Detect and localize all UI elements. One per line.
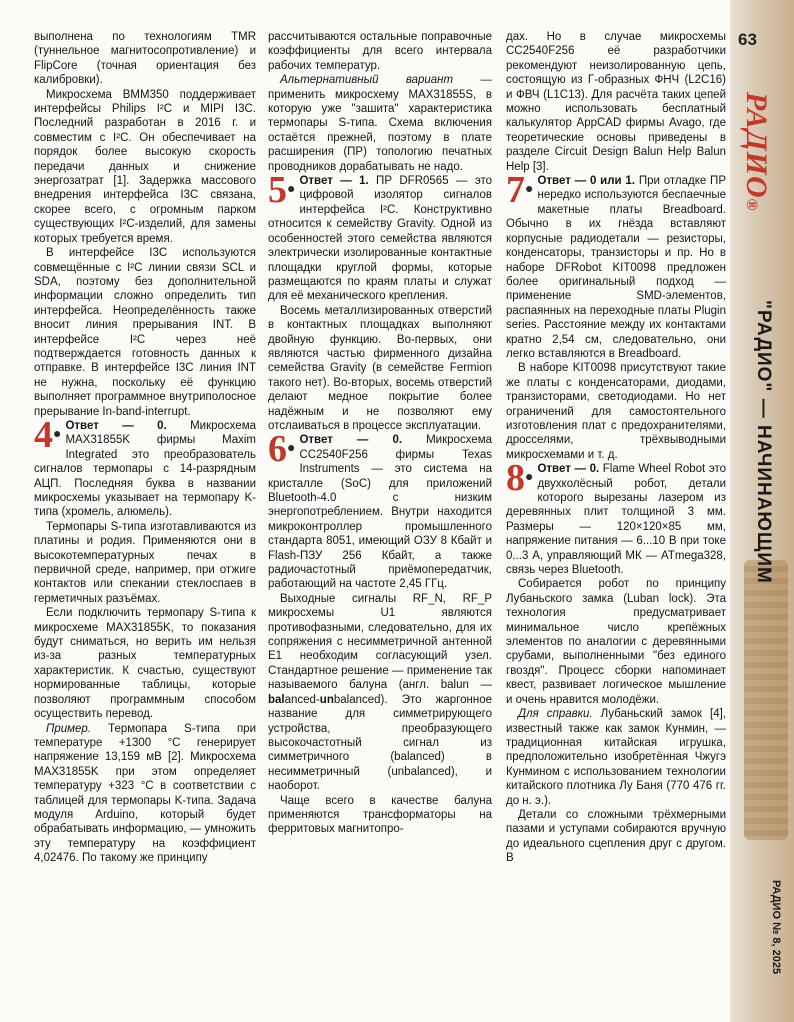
paragraph: Детали со сложными трёхмерными пазами и уступами собираются вручную до идеального сцепления друг с другом. В bbox=[506, 808, 726, 865]
paragraph bbox=[506, 707, 726, 808]
paragraph: Собирается робот по принципу Лубаньского замка (Luban lock). Эта технология предусматривает минимальное число крепёжных элементов по аналогии с деревянными срубами, выполненными "без единого гвоздя". Процесс сборки напоминает квест, развивает логическое мышление и очень нравится молодёжи. bbox=[506, 578, 726, 706]
paragraph: выполнена по технологиям TMR (туннельное магнитосопротивление) и FlipCore (точная ориентация без калибровки). bbox=[34, 31, 256, 87]
paragraph bbox=[268, 73, 492, 174]
answer-label: Ответ — 1. bbox=[299, 175, 369, 188]
answer-number: 5● bbox=[268, 169, 296, 212]
paragraph: Микросхема BMM350 поддерживает интерфейсы Philips I²C и MIPI I3C. Последний разработан в 2016 г. и совместим с I²C. Он обеспечивает на порядок более высокую скорость передачи данных и снижение энергозатрат [1]. Задержка массового внедрения интерфейса I3C связана, скорее всего, с огромным парком существующих I²C-изделий, для замены которых требуется время. bbox=[34, 88, 256, 245]
paragraph: Чаще всего в качестве балуна применяются трансформаторы на ферритовых магнитопро- bbox=[268, 794, 492, 836]
answer-block-8 bbox=[506, 457, 726, 577]
answer-block-4 bbox=[34, 413, 257, 520]
answer-number: 4● bbox=[34, 413, 62, 456]
paragraph: Термопары S-типа изготавливаются из платины и родия. Применяются они в высокотемпературных печах в первичной среде, например, при отжиге контактов или спекании стеклоспаев в герметичных разъёмах. bbox=[34, 520, 256, 605]
paragraph: дах. Но в случае микросхемы CC2540F256 её разработчики рекомендуют неизолированную цепь, состоящую из Г-образных ФНЧ (L2C16) и ФВЧ (L1C13). Для расчёта таких цепей можно использовать бесплатный калькулятор AppCAD фирмы Avago, где теоретические основы приведены в разделе Circuit Design Balun Help Balun Help [3]. bbox=[506, 31, 726, 173]
paragraph: Если подключить термопару S-типа к микросхеме MAX31855K, то показания будут сниматься, но верить им нельзя из-за разных температурных характеристик. К счастью, существуют нормированные таблицы, которые позволяют программным способом осуществить перевод. bbox=[34, 607, 256, 721]
section-title: "РАДИО" — НАЧИНАЮЩИМ bbox=[753, 300, 774, 584]
answer-label: Ответ — 0. bbox=[299, 434, 403, 447]
answer-number: 7● bbox=[506, 169, 534, 212]
issue-label: РАДИО № 8, 2025 bbox=[770, 880, 782, 975]
brand-logo: РАДИО® bbox=[740, 92, 773, 212]
paragraph: Выходные сигналы RF_N, RF_P микросхемы U1 являются противофазными, следовательно, для их сопряжения с несимметричной антенной E1 необходим согласующий узел. Стандартное решение — применение так называемого балуна (англ. balun — balanced-unbalanced). Это жаргонное название для симметрирующего устройства, преобразующего высокочастотный сигнал из симметричного (balanced) в несимметричный (unbalanced), и наоборот. bbox=[268, 592, 492, 793]
text-column-1 bbox=[34, 30, 256, 866]
answer-text: ПР DFR0565 — это цифровой изолятор сигналов интерфейса I²C. Конструктивно относится к семейству Gravity. Одной из особенностей этого семейства являются электрически изолированные контактные площадки круглой формы, которые размещаются по краям платы и служат для её механического крепления. bbox=[268, 175, 492, 303]
paragraph-text: применить микросхему MAX31855S, в которую уже "зашита" характеристика термопары S-типа. Схема включения остаётся прежней, поэтому в плате расширения (ПР) топологию печатных проводников дорабатывать не надо. bbox=[268, 88, 492, 173]
answer-label: Ответ — 0. bbox=[537, 463, 600, 476]
page-number: 63 bbox=[738, 30, 757, 49]
lead-in: Пример. bbox=[46, 722, 91, 735]
paragraph: рассчитываются остальные поправочные коэффициенты для всего интервала рабочих температур. bbox=[268, 31, 492, 72]
paragraph: В наборе KIT0098 присутствуют такие же платы с конденсаторами, диодами, транзисторами, светодиодами. Но нет ограничений для самостоятельного изготовления плат с предохранителями, дросселями, трёхвыводными микросхемами и т. д. bbox=[506, 362, 726, 461]
answer-text: При отладке ПР нередко используются беспаечные макетные платы Breadboard. Обычно в их гнёзда вставляют корпусные радиодетали — резисторы, конденсаторы, транзисторы и пр. Но в наборе DFRobot KIT0098 предложен более оригинальный подход — применение SMD-элементов, распаянных на переходные платы Plugin series. Расстояние между их контактами кратно 2,54 см, следовательно, они легко вставляются в Breadboard. bbox=[506, 175, 726, 360]
paragraph: В интерфейсе I3C используются совмещённые с I²C линии связи SCL и SDA, поэтому без дополнительной информации сложно определить тип интерфейса. Неопределённость также вносит линия прерывания INT. В интерфейсе I²C через неё подтверждается готовность данных к отправке. В интерфейсе I3C линия INT не нужна, поскольку её функцию выполняет программное внутриполосное прерывание In-band-interrupt. bbox=[34, 247, 256, 418]
paragraph bbox=[34, 722, 256, 866]
answer-block-7 bbox=[506, 169, 726, 361]
paragraph: Восемь металлизированных отверстий в контактных площадках выполняют двойную функцию. Во-первых, они являются частью фирменного дизайна семейства Gravity (в семействе Fermion такого нет). Во-вторых, восемь отверстий делают медное покрытие более надёжным и не позволяют ему отслаиваться в процессе эксплуатации. bbox=[268, 304, 492, 432]
lead-in: Для справки. bbox=[518, 708, 593, 721]
answer-block-5 bbox=[268, 169, 492, 304]
rail-decoration-image bbox=[744, 560, 788, 840]
text-column-2 bbox=[268, 30, 492, 837]
paragraph-text: Термопара S-типа при температуре +1300 °C генерирует напряжение 13,159 мВ [2]. Микросхема MAX31855K при этом определяет температуру +323 °C в соответствии с таблицей для термопары K-типа. Задача модуля Arduino, который будет обрабатывать информацию, — умножить эту температуру на коэффициент 4,02476. По такому же принципу bbox=[34, 722, 256, 865]
lead-in: Альтернативный вариант — bbox=[280, 74, 492, 87]
answer-text: Микросхема CC2540F256 фирмы Texas Instruments — это система на кристалле (SoC) для приложений Bluetooth-4.0 с низким энергопотреблением. Внутри находится микроконтроллер промышленного стандарта 8051, имеющий ОЗУ 8 Кбайт и Flash-ПЗУ 256 Кбайт, а также радиочастотный приёмопередатчик, работающий на частоте 2,45 ГГц. bbox=[268, 434, 492, 591]
paragraph-text: Лубаньский замок [4], известный также как замок Кунмин, — традиционная китайская игрушка, предположительно изобретённая Чжугэ Кунмином с использованием технологии китайского плотника Лу Баня (770 476 гг. до н. э.). bbox=[506, 708, 726, 807]
text-column-3 bbox=[506, 30, 726, 866]
answer-text: Flame Wheel Robot это двухколёсный робот, детали которого вырезаны лазером из деревянных плит толщиной 3 мм. Размеры — 120×120×85 мм, напряжение питания — 6...10 В при токе 0...3 А, управляющий МК — ATmega328, связь через Bluetooth. bbox=[506, 463, 726, 577]
answer-label: Ответ — 0. bbox=[65, 419, 167, 432]
answer-text: Микросхема MAX31855K фирмы Maxim Integrated это преобразователь сигналов термопары с 14-разрядным АЦП. Последняя буква в названии микросхемы указывает на термопару K-типа (хромель, алюмель). bbox=[34, 419, 257, 519]
answer-number: 6● bbox=[268, 428, 296, 471]
answer-number: 8● bbox=[506, 457, 534, 500]
answer-block-6 bbox=[268, 428, 492, 591]
answer-label: Ответ — 0 или 1. bbox=[537, 175, 636, 188]
